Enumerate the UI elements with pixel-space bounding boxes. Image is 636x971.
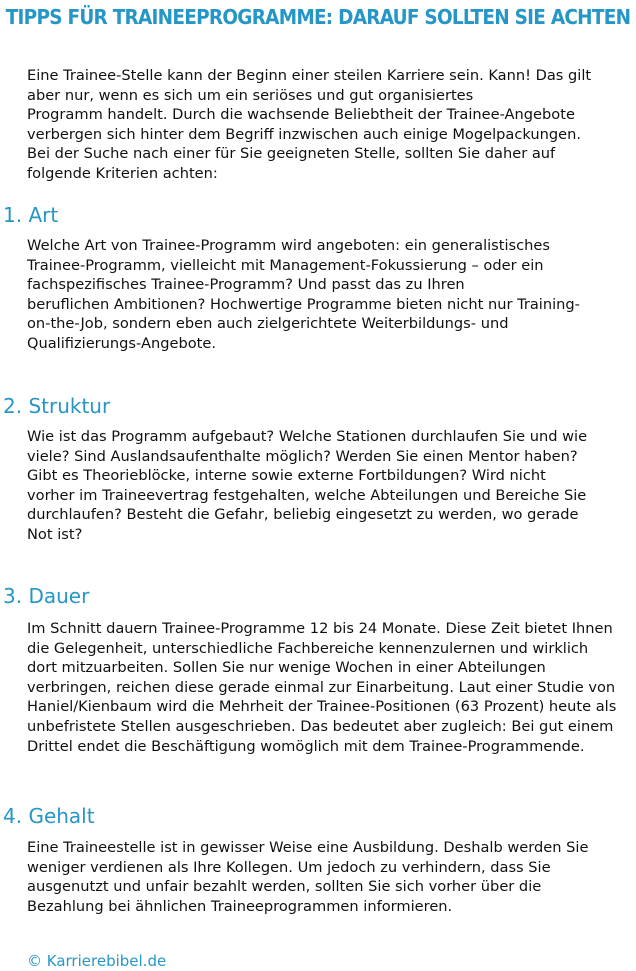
section-paragraph-struktur xyxy=(27,427,627,545)
text-line: Eine Traineestelle ist in gewisser Weise eine Ausbildung. Deshalb werden Sie xyxy=(27,839,589,856)
page-title: TIPPS FÜR TRAINEEPROGRAMME: DARAUF SOLLTEN SIE ACHTEN xyxy=(5,5,631,29)
text-line: dort mitzuarbeiten. Sollen Sie nur wenige Wochen in einer Abteilungen xyxy=(27,659,546,677)
text-line: Haniel/Kienbaum wird die Mehrheit der Trainee-Positionen (63 Prozent) heute als xyxy=(27,698,617,716)
text-line: Bei der Suche nach einer für Sie geeigneten Stelle, sollten Sie daher auf xyxy=(27,145,556,163)
text-line: Wie ist das Programm aufgebaut? Welche Stationen durchlaufen Sie und wie xyxy=(27,428,588,445)
text-line: verbringen, reichen diese gerade einmal zur Einarbeitung. Laut einer Studie von xyxy=(27,678,616,696)
text-line: Qualifizierungs-Angebote. xyxy=(27,334,216,352)
text-line: verbergen sich hinter dem Begriff inzwischen auch einige Mogelpackungen. xyxy=(27,125,581,143)
text-line: viele? Sind Auslandsaufenthalte möglich? Werden Sie einen Mentor haben? xyxy=(27,447,578,465)
section-paragraph-gehalt xyxy=(27,838,627,916)
text-line: fachspezifisches Trainee-Programm? Und passt das zu Ihren xyxy=(27,276,465,294)
section-heading-art: 1. Art xyxy=(3,203,59,227)
section-paragraph-art xyxy=(27,236,627,354)
text-line: unbefristete Stellen ausgeschrieben. Das bedeutet aber zugleich: Bei gut einem xyxy=(27,717,614,735)
section-heading-dauer: 3. Dauer xyxy=(3,584,90,608)
text-line: Gibt es Theorieblöcke, interne sowie externe Fortbildungen? Wird nicht xyxy=(27,467,546,485)
text-line: Im Schnitt dauern Trainee-Programme 12 bis 24 Monate. Diese Zeit bietet Ihnen xyxy=(27,620,613,637)
intro-paragraph xyxy=(27,66,627,184)
text-line: aber nur, wenn es sich um ein seriöses und gut organisiertes xyxy=(27,86,474,104)
section-heading-struktur: 2. Struktur xyxy=(3,394,111,418)
text-line: beruflichen Ambitionen? Hochwertige Programme bieten nicht nur Training- xyxy=(27,295,580,313)
text-line: weniger verdienen als Ihre Kollegen. Um jedoch zu verhindern, dass Sie xyxy=(27,858,551,876)
text-line: Trainee-Programm, vielleicht mit Management-Fokussierung – oder ein xyxy=(27,256,544,274)
text-line: Bezahlung bei ähnlichen Traineeprogrammen informieren. xyxy=(27,897,453,915)
section-paragraph-dauer xyxy=(27,619,627,756)
text-line: on-the-Job, sondern eben auch zielgerichtete Weiterbildungs- und xyxy=(27,315,509,333)
copyright-footer: © Karrierebibel.de xyxy=(27,952,167,970)
text-line: folgende Kriterien achten: xyxy=(27,164,218,182)
section-heading-gehalt: 4. Gehalt xyxy=(3,804,95,828)
text-line: ausgenutzt und unfair bezahlt werden, sollten Sie sich vorher über die xyxy=(27,878,542,896)
text-line: Welche Art von Trainee-Programm wird angeboten: ein generalistisches xyxy=(27,237,551,254)
text-line: Not ist? xyxy=(27,525,83,543)
text-line: vorher im Traineevertrag festgehalten, welche Abteilungen und Bereiche Sie xyxy=(27,486,587,504)
text-line: Drittel endet die Beschäftigung womöglich mit dem Trainee-Programmende. xyxy=(27,737,585,755)
text-line: die Gelegenheit, unterschiedliche Fachbereiche kennenzulernen und wirklich xyxy=(27,639,589,657)
text-line: durchlaufen? Besteht die Gefahr, beliebig eingesetzt zu werden, wo gerade xyxy=(27,506,579,524)
text-line: Eine Trainee-Stelle kann der Beginn einer steilen Karriere sein. Kann! Das gilt xyxy=(27,67,592,84)
text-line: Programm handelt. Durch die wachsende Beliebtheit der Trainee-Angebote xyxy=(27,106,575,124)
